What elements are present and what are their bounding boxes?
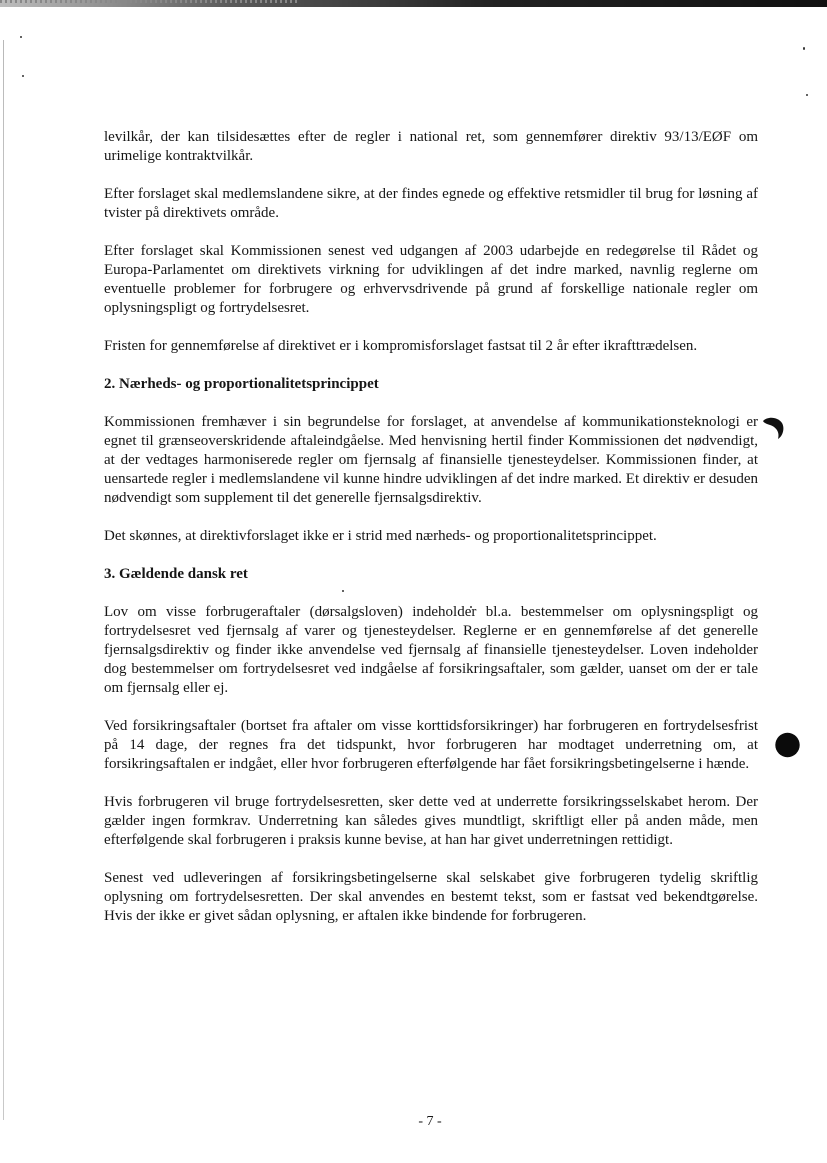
paragraph: levilkår, der kan tilsidesættes efter de regler i national ret, som gennemfører direktiv 93/13/EØF om urimelige kontraktvilkår.: [104, 129, 758, 164]
paragraph: Hvis forbrugeren vil bruge fortrydelsesretten, sker dette ved at underrette forsikringsselskabet herom. Der gælder ingen formkrav. Underretning kan således gives mundtligt, skriftligt eller på anden måde, men efterfølgende skal forbrugeren i praksis kunne bevise, at han har givet underretningen rettidigt.: [104, 794, 758, 848]
scan-speck: [806, 94, 808, 96]
scan-speck: [20, 36, 22, 38]
page-number: - 7 -: [418, 1114, 442, 1129]
paragraph: Fristen for gennemførelse af direktivet er i kompromisforslaget fastsat til 2 år efter ikrafttrædelsen.: [104, 338, 698, 354]
ink-dot-mark: [775, 732, 800, 758]
paragraph: Det skønnes, at direktivforslaget ikke er i strid med nærheds- og proportionalitetsprincippet.: [104, 528, 657, 544]
paragraph: Efter forslaget skal medlemslandene sikre, at der findes egnede og effektive retsmidler til brug for løsning af tvister på direktivets område.: [104, 186, 758, 221]
scan-speck: [803, 47, 805, 50]
section-heading: 3. Gældende dansk ret: [104, 566, 248, 582]
paragraph: Efter forslaget skal Kommissionen senest ved udgangen af 2003 udarbejde en redegørelse til Rådet og Europa-Parlamentet om direktivets virkning for udviklingen af det indre marked, navnlig reglerne om eventuelle problemer for forbrugere og erhvervsdrivende på grund af forskellige nationale regler om oplysningspligt og fortrydelsesret.: [104, 243, 758, 316]
section-heading: 2. Nærheds- og proportionalitetsprincippet: [104, 376, 379, 392]
scan-speck: [22, 75, 24, 77]
paragraph: Lov om visse forbrugeraftaler (dørsalgsloven) indeholder bl.a. bestemmelser om oplysningspligt og fortrydelsesret ved fjernsalg af varer og tjenesteydelser. Reglerne er en gennemførelse af det generelle fjernsalgsdirektiv og finder ikke anvendelse ved fjernsalg af finansielle tjenesteydelser. Loven indeholder dog bestemmelser om fortrydelsesret ved indgåelse af forsikringsaftaler, som gælder, uanset om der er tale om fjernsalg eller ej.: [104, 604, 758, 696]
paragraph: Senest ved udleveringen af forsikringsbetingelserne skal selskabet give forbrugeren tydelig skriftlig oplysning om fortrydelsesretten. Der skal anvendes en bestemt tekst, som er fastsat ved bekendtgørelse. Hvis der ikke er givet sådan oplysning, er aftalen ikke bindende for forbrugeren.: [104, 870, 758, 924]
ink-blot-mark: [760, 415, 786, 441]
document-body: [104, 128, 758, 945]
paragraph: Ved forsikringsaftaler (bortset fra aftaler om visse korttidsforsikringer) har forbrugeren en fortrydelsesfrist på 14 dage, der regnes fra det tidspunkt, hvor forbrugeren har modtaget underretning om, at forsikringsaftalen er indgået, eller hvor forbrugeren efterfølgende har fået forsikringsbetingelserne i hænde.: [104, 718, 758, 772]
scan-top-dots: [0, 0, 300, 3]
scan-left-edge: [3, 40, 4, 1120]
paragraph: Kommissionen fremhæver i sin begrundelse for forslaget, at anvendelse af kommunikationsteknologi er egnet til grænseoverskridende aftaleindgåelse. Med henvisning hertil finder Kommissionen det nødvendigt, at der vedtages harmoniserede regler om fjernsalg af finansielle tjenesteydelser. Kommissionen finder, at uensartede regler i medlemslandene vil kunne hindre udviklingen af det indre marked. Et direktiv er desuden nødvendigt som supplement til det generelle fjernsalgsdirektiv.: [104, 414, 758, 506]
